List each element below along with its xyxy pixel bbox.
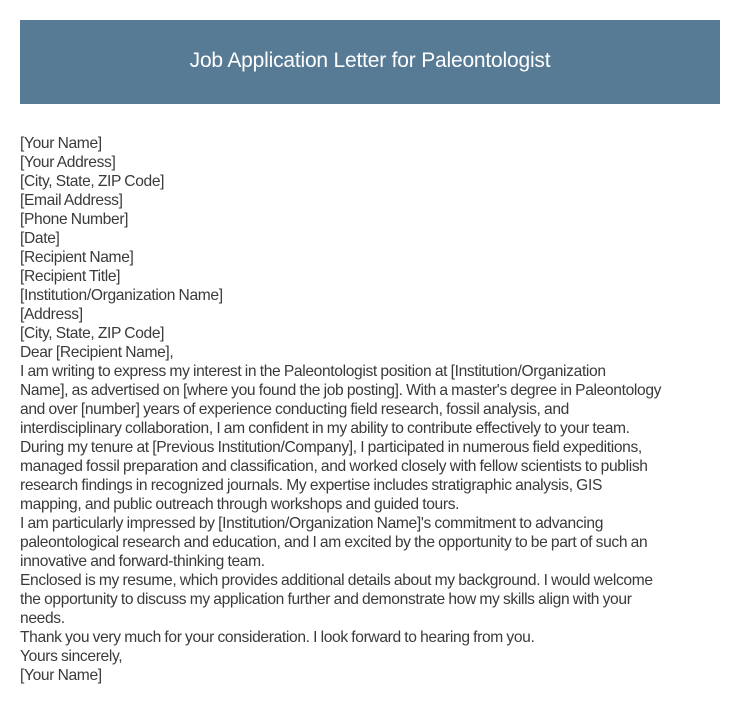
paragraph-enclosure — [20, 571, 724, 628]
paragraph-line: I am particularly impressed by [Institution/Organization Name]'s commitment to advancing — [20, 515, 604, 532]
paragraph-line: During my tenure at [Previous Institution/Company], I participated in numerous field expeditions, — [20, 439, 642, 456]
paragraph-line: Enclosed is my resume, which provides additional details about my background. I would welcome — [20, 572, 653, 589]
paragraph-introduction — [20, 362, 724, 438]
sender-city-state-zip: [City, State, ZIP Code] — [20, 173, 165, 190]
paragraph-line: the opportunity to discuss my application further and demonstrate how my skills align with your — [20, 591, 632, 608]
paragraph-experience — [20, 438, 724, 514]
recipient-city-state-zip: [City, State, ZIP Code] — [20, 325, 165, 342]
sender-email: [Email Address] — [20, 192, 123, 209]
sender-address: [Your Address] — [20, 154, 116, 171]
recipient-block — [20, 248, 724, 343]
recipient-title: [Recipient Title] — [20, 268, 121, 285]
closing: Yours sincerely, — [20, 648, 123, 665]
paragraph-line: paleontological research and education, and I am excited by the opportunity to be part of such an — [20, 534, 648, 551]
paragraph-line: managed fossil preparation and classification, and worked closely with fellow scientists to publish — [20, 458, 648, 475]
signature: [Your Name] — [20, 667, 102, 684]
salutation: Dear [Recipient Name], — [20, 344, 174, 361]
letter-body — [20, 134, 724, 685]
recipient-organization: [Institution/Organization Name] — [20, 287, 223, 304]
paragraph-line: research findings in recognized journals. My expertise includes stratigraphic analysis, GIS — [20, 477, 602, 494]
page-header — [20, 20, 720, 104]
paragraph-line: Name], as advertised on [where you found the job posting]. With a master's degree in Paleontology — [20, 382, 662, 399]
sender-phone: [Phone Number] — [20, 211, 129, 228]
sender-block — [20, 134, 724, 229]
letter-date: [Date] — [20, 230, 60, 247]
paragraph-line: interdisciplinary collaboration, I am confident in my ability to contribute effectively to your team. — [20, 420, 630, 437]
paragraph-line: I am writing to express my interest in the Paleontologist position at [Institution/Organization — [20, 363, 606, 380]
page-title: Job Application Letter for Paleontologist — [189, 49, 551, 72]
paragraph-line: mapping, and public outreach through workshops and guided tours. — [20, 496, 460, 513]
sender-name: [Your Name] — [20, 135, 102, 152]
recipient-address: [Address] — [20, 306, 83, 323]
paragraph-motivation — [20, 514, 724, 571]
recipient-name: [Recipient Name] — [20, 249, 134, 266]
paragraph-line: Thank you very much for your consideration. I look forward to hearing from you. — [20, 629, 535, 646]
paragraph-line: innovative and forward-thinking team. — [20, 553, 265, 570]
paragraph-thanks — [20, 628, 724, 647]
paragraph-line: and over [number] years of experience conducting field research, fossil analysis, and — [20, 401, 569, 418]
paragraph-line: needs. — [20, 610, 65, 627]
